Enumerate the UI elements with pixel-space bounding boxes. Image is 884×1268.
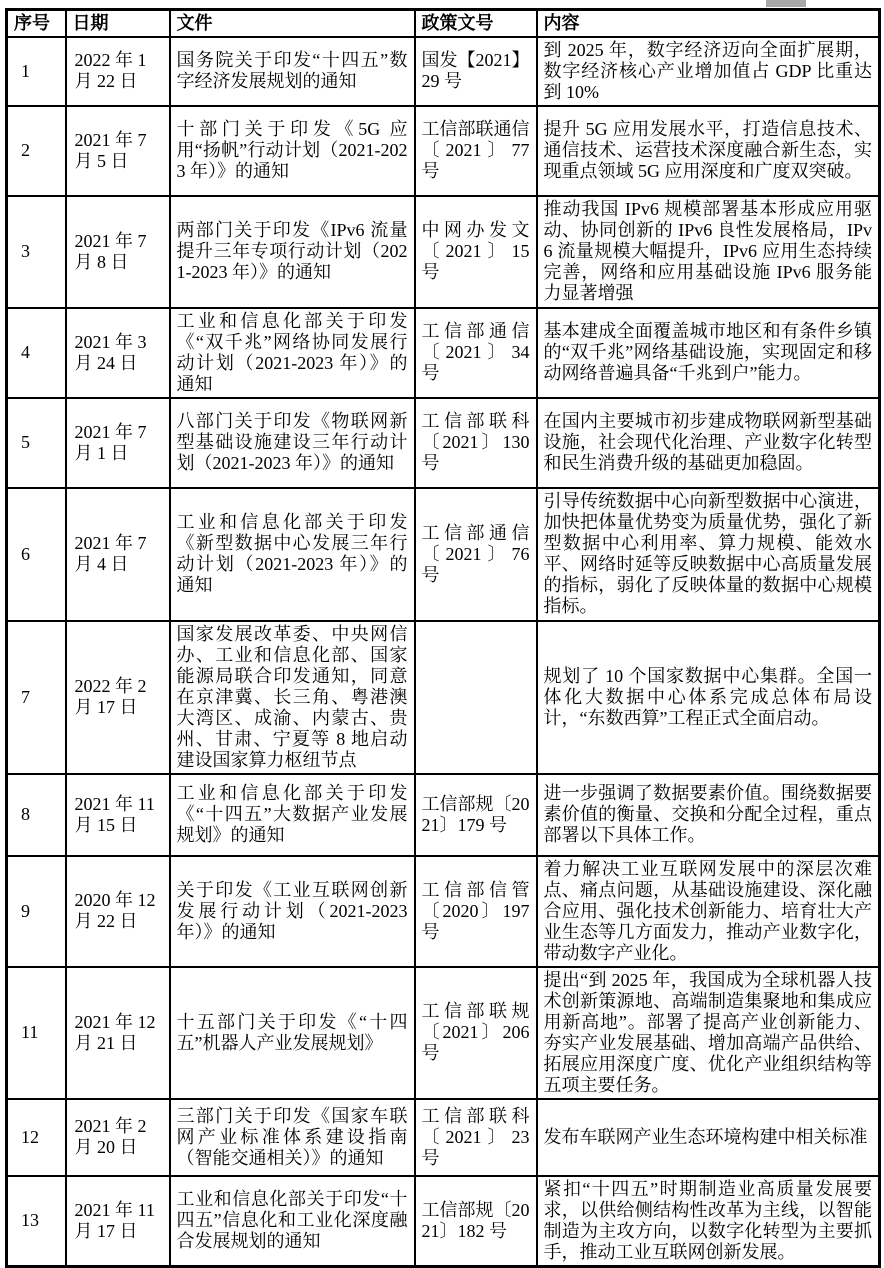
column-header-content: 内容 [537, 10, 880, 37]
serial-cell: 13 [7, 1176, 66, 1267]
date-cell: 2021 年 7 月 4 日 [66, 488, 170, 621]
file-cell: 八部门关于印发《物联网新型基础设施建设三年行动计划（2021-2023 年）》的通知 [170, 398, 415, 488]
file-cell: 国家发展改革委、中央网信办、工业和信息化部、国家能源局联合印发通知，同意在京津冀、长三角、粤港澳大湾区、成渝、内蒙古、贵州、甘肃、宁夏等 8 地启动建设国家算力枢纽节点 [170, 621, 415, 774]
file-cell: 三部门关于印发《国家车联网产业标准体系建设指南（智能交通相关）》的通知 [170, 1099, 415, 1176]
file-cell: 十部门关于印发《5G 应用“扬帆”行动计划（2021-2023 年）》的通知 [170, 106, 415, 196]
date-cell: 2021 年 7 月 8 日 [66, 196, 170, 308]
table-row [7, 774, 880, 856]
policy-cell: 工信部通信〔2021〕76 号 [415, 488, 537, 621]
content-cell: 进一步强调了数据要素价值。围绕数据要素价值的衡量、交换和分配全过程，重点部署以下具体工作。 [537, 774, 880, 856]
table-row [7, 621, 880, 774]
table-row [7, 308, 880, 398]
policy-cell: 中网办发文〔2021〕15 号 [415, 196, 537, 308]
date-cell: 2021 年 11 月 15 日 [66, 774, 170, 856]
content-cell: 到 2025 年，数字经济迈向全面扩展期，数字经济核心产业增加值占 GDP 比重达到 10% [537, 37, 880, 106]
serial-cell: 6 [7, 488, 66, 621]
date-cell: 2021 年 7 月 5 日 [66, 106, 170, 196]
serial-cell: 11 [7, 967, 66, 1099]
policy-cell: 工信部通信〔2021〕34 号 [415, 308, 537, 398]
table-row [7, 196, 880, 308]
file-cell: 工业和信息化部关于印发“十四五”信息化和工业化深度融合发展规划的通知 [170, 1176, 415, 1267]
column-header-policy: 政策文号 [415, 10, 537, 37]
table-row [7, 398, 880, 488]
serial-cell: 8 [7, 774, 66, 856]
policy-cell: 工信部规〔2021〕182 号 [415, 1176, 537, 1267]
policy-cell: 工信部联规〔2021〕206 号 [415, 967, 537, 1099]
serial-cell: 12 [7, 1099, 66, 1176]
table-row [7, 967, 880, 1099]
policy-cell: 工信部联科〔2021〕130 号 [415, 398, 537, 488]
serial-cell: 1 [7, 37, 66, 106]
column-header-date: 日期 [66, 10, 170, 37]
table-row [7, 37, 880, 106]
file-cell: 工业和信息化部关于印发《新型数据中心发展三年行动计划（2021-2023 年）》的通知 [170, 488, 415, 621]
date-cell: 2021 年 12 月 21 日 [66, 967, 170, 1099]
content-cell: 着力解决工业互联网发展中的深层次难点、痛点问题，从基础设施建设、深化融合应用、强化技术创新能力、培育壮大产业生态等几方面发力，推动产业数字化，带动数字产业化。 [537, 856, 880, 967]
serial-cell: 4 [7, 308, 66, 398]
file-cell: 工业和信息化部关于印发《“十四五”大数据产业发展规划》的通知 [170, 774, 415, 856]
content-cell: 推动我国 IPv6 规模部署基本形成应用驱动、协同创新的 IPv6 良性发展格局，IPv6 流量规模大幅提升，IPv6 应用生态持续完善，网络和应用基础设施 IPv6 服务能力显著增强 [537, 196, 880, 308]
content-cell: 引导传统数据中心向新型数据中心演进，加快把体量优势变为质量优势，强化了新型数据中心利用率、算力规模、能效水平、网络时延等反映数据中心高质量发展的指标，弱化了反映体量的数据中心规模指标。 [537, 488, 880, 621]
file-cell: 国务院关于印发“十四五”数字经济发展规划的通知 [170, 37, 415, 106]
content-cell: 在国内主要城市初步建成物联网新型基础设施，社会现代化治理、产业数字化转型和民生消费升级的基础更加稳固。 [537, 398, 880, 488]
column-header-file: 文件 [170, 10, 415, 37]
date-cell: 2021 年 7 月 1 日 [66, 398, 170, 488]
date-cell: 2021 年 3 月 24 日 [66, 308, 170, 398]
scan-artifact [766, 0, 806, 7]
policy-cell: 国发【2021】29 号 [415, 37, 537, 106]
file-cell: 工业和信息化部关于印发《“双千兆”网络协同发展行动计划（2021-2023 年）》的通知 [170, 308, 415, 398]
file-cell: 关于印发《工业互联网创新发展行动计划（2021-2023 年）》的通知 [170, 856, 415, 967]
policy-cell: 工信部信管〔2020〕197 号 [415, 856, 537, 967]
date-cell: 2021 年 11 月 17 日 [66, 1176, 170, 1267]
policy-cell: 工信部规〔2021〕179 号 [415, 774, 537, 856]
date-cell: 2020 年 12 月 22 日 [66, 856, 170, 967]
serial-cell: 7 [7, 621, 66, 774]
table-row [7, 1099, 880, 1176]
file-cell: 十五部门关于印发《“十四五”机器人产业发展规划》 [170, 967, 415, 1099]
date-cell: 2022 年 2 月 17 日 [66, 621, 170, 774]
table-row [7, 488, 880, 621]
serial-cell: 2 [7, 106, 66, 196]
content-cell: 紧扣“十四五”时期制造业高质量发展要求，以供给侧结构性改革为主线，以智能制造为主攻方向，以数字化转型为主要抓手，推动工业互联网创新发展。 [537, 1176, 880, 1267]
policy-cell: 工信部联通信〔2021〕77 号 [415, 106, 537, 196]
policy-cell: 工信部联科〔2021〕23 号 [415, 1099, 537, 1176]
date-cell: 2022 年 1 月 22 日 [66, 37, 170, 106]
content-cell: 发布车联网产业生态环境构建中相关标准 [537, 1099, 880, 1176]
serial-cell: 9 [7, 856, 66, 967]
table-row [7, 1176, 880, 1267]
content-cell: 提出“到 2025 年，我国成为全球机器人技术创新策源地、高端制造集聚地和集成应用新高地”。部署了提高产业创新能力、夯实产业发展基础、增加高端产品供给、拓展应用深度广度、优化产业组织结构等五项主要任务。 [537, 967, 880, 1099]
serial-cell: 3 [7, 196, 66, 308]
content-cell: 基本建成全面覆盖城市地区和有条件乡镇的“双千兆”网络基础设施，实现固定和移动网络普遍具备“千兆到户”能力。 [537, 308, 880, 398]
policy-table [5, 8, 881, 1268]
header-row [7, 10, 880, 37]
policy-cell [415, 621, 537, 774]
serial-cell: 5 [7, 398, 66, 488]
file-cell: 两部门关于印发《IPv6 流量提升三年专项行动计划（2021-2023 年）》的通知 [170, 196, 415, 308]
content-cell: 提升 5G 应用发展水平，打造信息技术、通信技术、运营技术深度融合新生态，实现重点领域 5G 应用深度和广度双突破。 [537, 106, 880, 196]
column-header-serial: 序号 [7, 10, 66, 37]
table-row [7, 106, 880, 196]
content-cell: 规划了 10 个国家数据中心集群。全国一体化大数据中心体系完成总体布局设计，“东数西算”工程正式全面启动。 [537, 621, 880, 774]
table-row [7, 856, 880, 967]
date-cell: 2021 年 2 月 20 日 [66, 1099, 170, 1176]
